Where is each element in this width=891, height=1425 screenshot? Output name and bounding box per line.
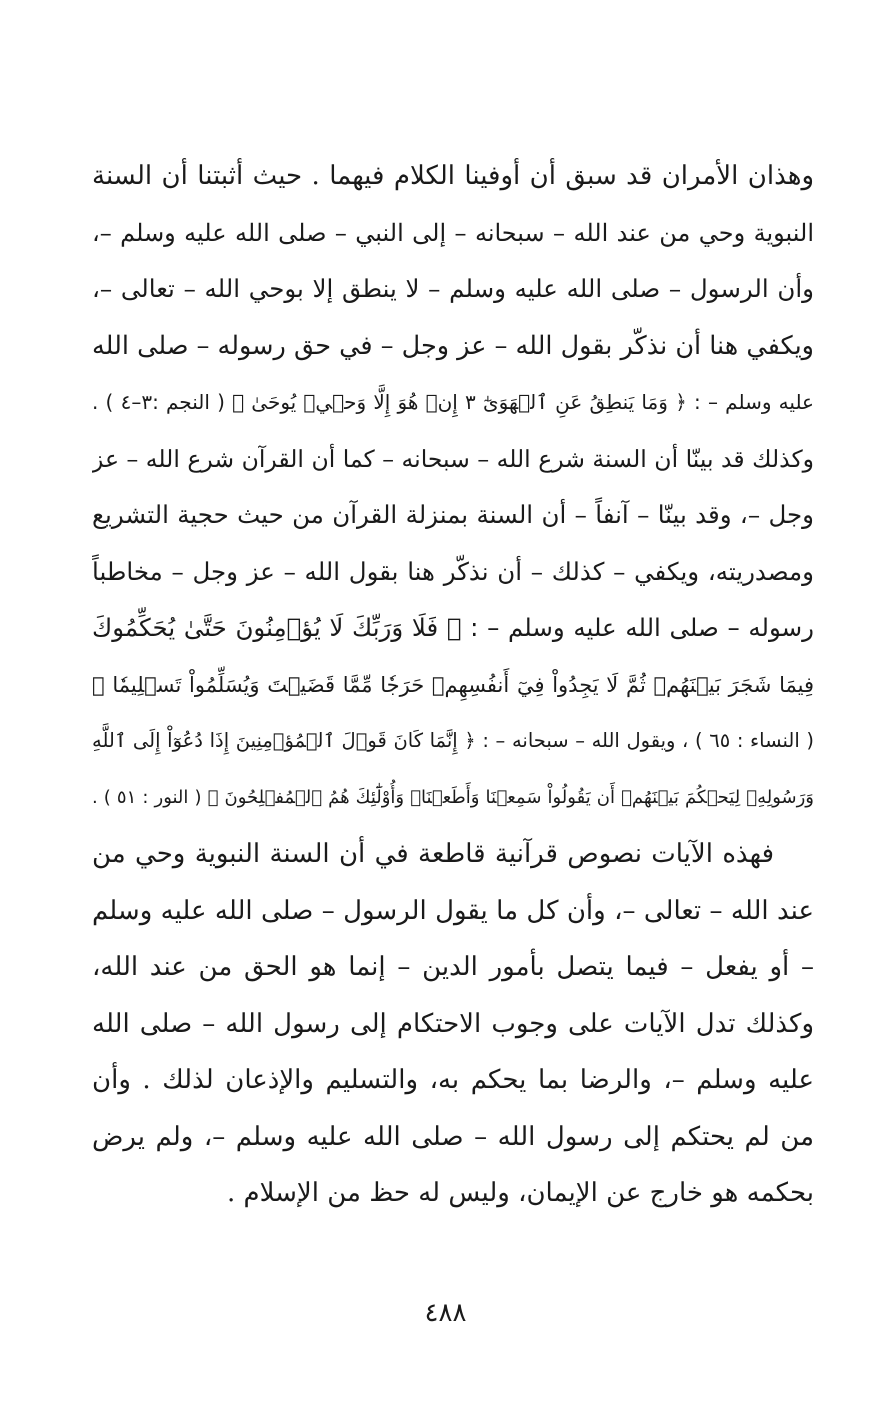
text-line-quran-verse: وَرَسُولِهِۦ لِيَحۡكُمَ بَيۡنَهُمۡ أَن يَقُولُواْ سَمِعۡنَا وَأَطَعۡنَاۚ وَأُوْلَٰٓئِكَ هُمُ ٱلۡمُفۡلِحُونَ ﴾ ( النور : ٥١ ) .	[92, 786, 814, 808]
body-text	[92, 148, 814, 1222]
page-number: ٤٨٨	[424, 1298, 467, 1328]
text-line: وكذلك تدل الآيات على وجوب الاحتكام إلى رسول الله – صلى الله	[92, 1008, 814, 1039]
text-line-quran-verse: فِيمَا شَجَرَ بَيۡنَهُمۡ ثُمَّ لَا يَجِدُواْ فِيٓ أَنفُسِهِمۡ حَرَجٗا مِّمَّا قَضَيۡتَ وَيُسَلِّمُواْ تَسۡلِيمٗا ﴾	[92, 672, 814, 697]
text-line: – أو يفعل – فيما يتصل بأمور الدين – إنما هو الحق من عند الله،	[92, 952, 814, 982]
text-line: بحكمه هو خارج عن الإيمان، وليس له حظ من الإسلام .	[226, 1178, 814, 1208]
text-line: وهذان الأمران قد سبق أن أوفينا الكلام فيهما . حيث أثبتنا أن السنة	[92, 161, 814, 191]
text-line: عند الله – تعالى –، وأن كل ما يقول الرسول – صلى الله عليه وسلم	[92, 895, 814, 926]
text-line-quran-verse: ( النساء : ٦٥ ) ، ويقول الله – سبحانه – : ﴿ إِنَّمَا كَانَ قَوۡلَ ٱلۡمُؤۡمِنِينَ إِذَا دُعُوٓاْ إِلَى ٱللَّهِ	[92, 729, 814, 752]
text-line: ويكفي هنا أن نذكّر بقول الله – عز وجل – في حق رسوله – صلى الله	[92, 330, 814, 361]
text-line: من لم يحتكم إلى رسول الله – صلى الله عليه وسلم –، ولم يرض	[92, 1121, 814, 1152]
text-line: عليه وسلم –، والرضا بما يحكم به، والتسليم والإذعان لذلك . وأن	[92, 1065, 814, 1095]
text-line: وأن الرسول – صلى الله عليه وسلم – لا ينطق إلا بوحي الله – تعالى –،	[92, 274, 814, 303]
text-line: وكذلك قد بينّا أن السنة شرع الله – سبحانه – كما أن القرآن شرع الله – عز	[92, 444, 814, 473]
text-line: النبوية وحي من عند الله – سبحانه – إلى النبي – صلى الله عليه وسلم –،	[92, 218, 814, 247]
text-line: فهذه الآيات نصوص قرآنية قاطعة في أن السنة النبوية وحي من	[92, 839, 774, 869]
text-line-quran-verse: رسوله – صلى الله عليه وسلم – : ﴿ فَلَا وَرَبِّكَ لَا يُؤۡمِنُونَ حَتَّىٰ يُحَكِّمُوكَ	[92, 613, 814, 642]
text-line: وجل –، وقد بينّا – آنفاً – أن السنة بمنزلة القرآن من حيث حجية التشريع	[92, 500, 814, 529]
text-line-quran-verse: عليه وسلم – : ﴿ وَمَا يَنطِقُ عَنِ ٱلۡهَوَىٰٓ ٣ إِنۡ هُوَ إِلَّا وَحۡيٞ يُوحَىٰ ﴾ ( النجم :٣–٤ ) .	[92, 390, 814, 414]
text-line: ومصدريته، ويكفي – كذلك – أن نذكّر هنا بقول الله – عز وجل – مخاطباً	[92, 556, 814, 586]
